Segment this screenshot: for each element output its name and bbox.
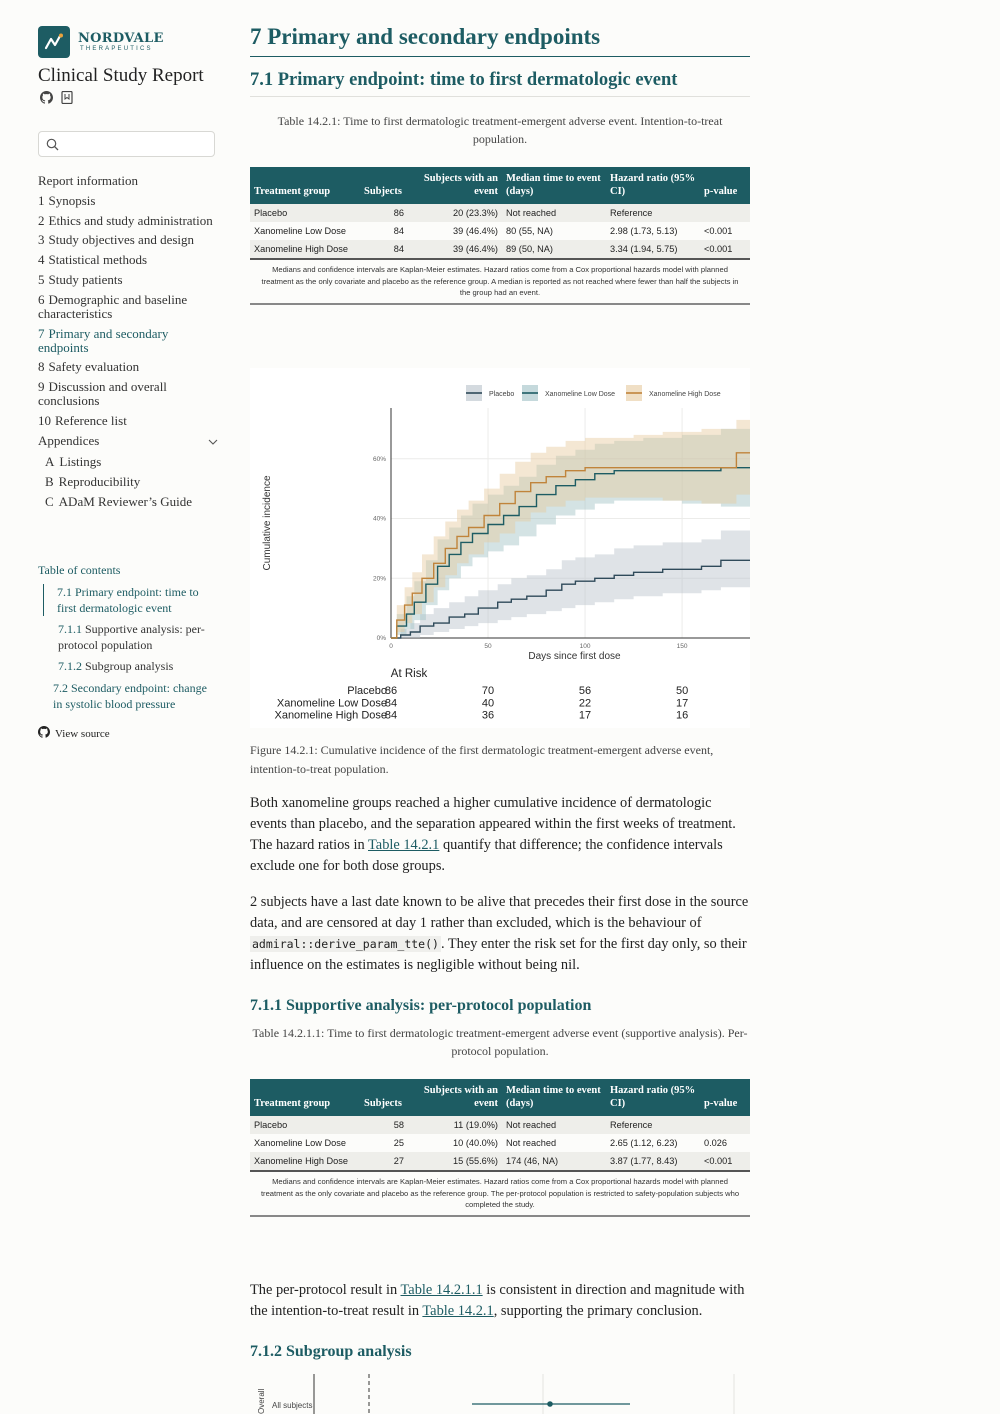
brand[interactable] <box>38 26 164 58</box>
x-tick-label: 150 <box>676 643 688 650</box>
sidebar <box>0 0 232 1414</box>
y-axis-label: Cumulative incidence <box>262 475 273 571</box>
at-risk-value: 22 <box>578 697 592 710</box>
table-link[interactable]: Table 14.2.1 <box>422 1303 494 1319</box>
nav-item-listings[interactable]: A Listings <box>45 453 102 469</box>
cumulative-incidence-chart <box>250 368 750 728</box>
paragraph: Both xanomeline groups reached a higher cumulative incidence of dermatologic events than placebo, and the separation appeared within the first weeks of treatment. The hazard ratios in Table 14.2.1 quantify that difference; the confidence intervals exclude one for both dose groups. <box>250 795 736 874</box>
table-row: Xanomeline High Dose 84 39 (46.4%) 89 (50, NA) 3.34 (1.94, 5.75) <0.001 <box>250 240 750 258</box>
subsection-title: 7.1.2 Subgroup analysis <box>250 1343 412 1360</box>
table-row: Placebo 86 20 (23.3%) Not reached Reference <box>250 204 750 222</box>
at-risk-row-label: Xanomeline Low Dose <box>276 697 387 710</box>
section-title: 7.1 Primary endpoint: time to first dermatologic event <box>250 70 750 97</box>
nav-item-demographics[interactable]: 6 Demographic and baseline characteristics <box>38 291 188 321</box>
at-risk-value: 84 <box>384 697 398 710</box>
col-header: Treatment group <box>250 167 360 204</box>
col-header: Treatment group <box>250 1079 360 1116</box>
nordvale-logo-icon <box>38 26 70 58</box>
toc-item-7-2[interactable]: 7.2 Secondary endpoint: change in systolic blood pressure <box>53 681 207 711</box>
nav-item-discussion[interactable]: 9 Discussion and overall conclusions <box>38 379 167 409</box>
toc-item-7-1-2[interactable]: 7.1.2 Subgroup analysis <box>58 659 174 673</box>
search-input[interactable] <box>65 135 205 153</box>
forest-plot <box>250 1374 750 1414</box>
table-caption: Table 14.2.1: Time to first dermatologic treatment-emergent adverse event. Intention-to-treat population. <box>277 114 723 146</box>
col-header: Median time to event (days) <box>502 167 606 204</box>
nav-item-reference-list[interactable]: 10 Reference list <box>38 412 127 428</box>
table-row: Xanomeline Low Dose 25 10 (40.0%) Not reached 2.65 (1.12, 6.23) 0.026 <box>250 1134 750 1152</box>
y-tick-label: 40% <box>372 515 386 523</box>
table-footnote: Medians and confidence intervals are Kaplan-Meier estimates. Hazard ratios come from a Cox proportional hazards model with planned treatment as the only covariate and placebo as the reference group. A median is reported as not reached where fewer than half the subjects in the group had an event. <box>250 258 750 305</box>
col-header: Hazard ratio (95% CI) <box>606 167 700 204</box>
forest-group-label: Overall <box>257 1388 266 1414</box>
nav-item-ethics[interactable]: 2 Ethics and study administration <box>38 212 213 228</box>
nav-item-study-objectives[interactable]: 3 Study objectives and design <box>38 232 195 248</box>
nav-item-safety[interactable]: 8 Safety evaluation <box>38 359 140 375</box>
search-box[interactable] <box>38 131 215 157</box>
col-header: p-value <box>700 167 750 204</box>
forest-point <box>547 1401 553 1407</box>
table-row: Xanomeline High Dose 27 15 (55.6%) 174 (46, NA) 3.87 (1.77, 8.43) <0.001 <box>250 1152 750 1170</box>
col-header: Median time to event (days) <box>502 1079 606 1116</box>
nav-item-endpoints[interactable]: 7 Primary and secondary endpoints <box>38 325 169 355</box>
at-risk-value: 86 <box>384 685 398 697</box>
bookmark-icon[interactable] <box>61 91 74 104</box>
paragraph: The per-protocol result in Table 14.2.1.1 is consistent in direction and magnitude with the intention-to-treat result in Table 14.2.1, supporting the primary conclusion. <box>250 1282 745 1319</box>
view-source-link[interactable]: View source <box>38 726 110 741</box>
col-header: Subjects <box>360 1079 408 1116</box>
toc-item-7-1-1[interactable]: 7.1.1 Supportive analysis: per-protocol population <box>58 622 205 652</box>
x-tick-label: 50 <box>484 643 492 650</box>
site-title[interactable]: Clinical Study Report <box>38 65 204 86</box>
nav-item-reproducibility[interactable]: B Reproducibility <box>45 473 141 489</box>
table-row: Placebo 58 11 (19.0%) Not reached Reference <box>250 1116 750 1134</box>
table-link[interactable]: Table 14.2.1 <box>368 837 440 853</box>
legend-label: Xanomeline Low Dose <box>545 391 616 398</box>
y-tick-label: 0% <box>376 635 386 642</box>
at-risk-value: 36 <box>481 709 495 722</box>
search-icon <box>46 138 59 156</box>
github-icon <box>38 726 50 741</box>
col-header: p-value <box>700 1079 750 1116</box>
nav-item-study-patients[interactable]: 5 Study patients <box>38 271 123 287</box>
at-risk-value: 84 <box>384 709 398 722</box>
at-risk-value: 50 <box>675 685 689 697</box>
at-risk-title: At Risk <box>390 668 428 680</box>
chapter-title: 7 Primary and secondary endpoints <box>250 24 750 57</box>
at-risk-value: 56 <box>578 685 592 697</box>
at-risk-value: 40 <box>481 697 495 710</box>
at-risk-value: 17 <box>578 709 592 722</box>
brand-subtitle: THERAPEUTICS <box>80 46 153 52</box>
nav-appendices-toggle[interactable]: Appendices <box>38 434 218 448</box>
table-of-contents <box>38 562 218 712</box>
nav-item-synopsis[interactable]: 1 Synopsis <box>38 192 96 208</box>
toc-heading: Table of contents <box>38 563 121 577</box>
forest-row-label: All subjects <box>272 1401 313 1410</box>
col-header: Subjects with an event <box>408 167 502 204</box>
nav-item-adam-guide[interactable]: C ADaM Reviewer’s Guide <box>45 493 193 509</box>
results-table-pp <box>250 1079 750 1217</box>
nav-item-report-information[interactable]: Report information <box>38 173 139 188</box>
col-header: Hazard ratio (95% CI) <box>606 1079 700 1116</box>
cumulative-incidence-figure <box>250 368 750 728</box>
col-header: Subjects <box>360 167 408 204</box>
at-risk-value: 70 <box>481 685 495 697</box>
at-risk-row-label: Placebo <box>347 685 387 697</box>
chevron-down-icon[interactable] <box>208 434 218 448</box>
x-axis-label: Days since first dose <box>528 651 621 662</box>
brand-name: NORDVALE <box>78 31 164 46</box>
code-reference: admiral::derive_param_tte() <box>252 937 439 951</box>
subsection-title: 7.1.1 Supportive analysis: per-protocol population <box>250 997 592 1014</box>
x-tick-label: 0 <box>389 643 393 650</box>
paragraph: 2 subjects have a last date known to be alive that precedes their first dose in the source data, and are censored at day 1 rather than excluded, which is the behaviour of admiral::derive_param_tte() . They enter the risk set for the first day only, so their influence on the estimates is negligible without being nil. <box>250 894 749 973</box>
table-link[interactable]: Table 14.2.1.1 <box>400 1282 483 1298</box>
x-tick-label: 100 <box>579 643 591 650</box>
nav-item-statistical-methods[interactable]: 4 Statistical methods <box>38 252 148 268</box>
table-caption: Table 14.2.1.1: Time to first dermatologic treatment-emergent adverse event (supportive analysis). Per-protocol population. <box>252 1026 748 1058</box>
table-row: Xanomeline Low Dose 84 39 (46.4%) 80 (55, NA) 2.98 (1.73, 5.13) <0.001 <box>250 222 750 240</box>
y-tick-label: 60% <box>372 455 386 463</box>
figure-caption: Figure 14.2.1: Cumulative incidence of the first dermatologic treatment-emergent adverse event, intention-to-treat population. <box>250 743 714 776</box>
at-risk-row-label: Xanomeline High Dose <box>274 709 387 722</box>
results-table-itt <box>250 167 750 305</box>
github-icon[interactable] <box>40 91 53 104</box>
y-tick-label: 20% <box>372 575 386 583</box>
toc-item-7-1[interactable]: 7.1 Primary endpoint: time to first dermatologic event <box>43 584 218 616</box>
sidebar-nav <box>38 174 218 515</box>
col-header: Subjects with an event <box>408 1079 502 1116</box>
legend-label: Xanomeline High Dose <box>649 391 721 398</box>
table-footnote: Medians and confidence intervals are Kaplan-Meier estimates. Hazard ratios come from a Cox proportional hazards model with planned treatment as the only covariate and placebo as the reference group. The per-protocol population is restricted to safety-population subjects who completed the study. <box>250 1170 750 1217</box>
legend-label: Placebo <box>489 391 515 398</box>
at-risk-value: 17 <box>675 697 689 710</box>
at-risk-value: 16 <box>675 709 689 722</box>
